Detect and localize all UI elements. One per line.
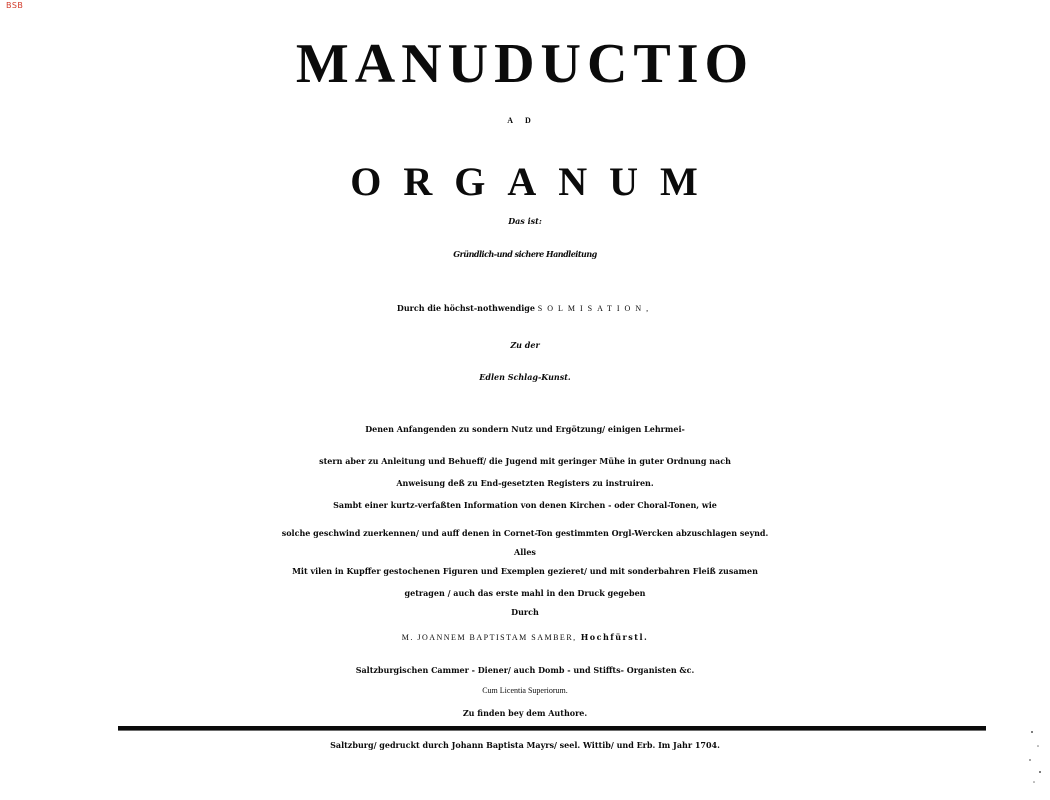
licence-line: Cum Licentia Superiorum. [482, 686, 568, 695]
body-durch: Durch [511, 607, 539, 617]
library-stamp: BSB [6, 1, 24, 10]
body-line-7: getragen / auch das erste mahl in den Druck gegeben [404, 588, 646, 598]
body-line-3: Anweisung deß zu End-gesetzten Registers zu instruiren. [396, 478, 654, 488]
body-line-6: Mit vilen in Kupffer gestochenen Figuren und Exemplen gezieret/ und mit sonderbahren Fleiß zusamen [292, 566, 758, 576]
imprint-line: Saltzburg/ gedruckt durch Johann Baptista Mayrs/ seel. Wittib/ und Erb. Im Jahr 1704. [330, 740, 720, 750]
body-alles: Alles [514, 547, 536, 557]
author-line [0, 616, 1050, 659]
body-line-1: Denen Anfangenden zu sondern Nutz und Ergötzung/ einigen Lehrmei- [365, 424, 685, 434]
body-line-5: solche geschwind zuerkennen/ und auff denen in Cornet-Ton gestimmten Orgl-Wercken abzuschlagen seynd. [281, 528, 769, 538]
author-name: M. JOANNEM BAPTISTAM SAMBER, [401, 633, 577, 642]
author-title: Hochfürstl. [580, 632, 649, 642]
das-ist: Das ist: [508, 216, 542, 226]
zu-der: Zu der [510, 340, 540, 350]
imprint-rule-thin [118, 730, 986, 731]
title-organum: ORGANUM [350, 159, 720, 204]
subtitle-handleitung: Gründlich-und sichere Handleitung [453, 249, 597, 259]
body-line-4: Sambt einer kurtz-verfaßten Information von denen Kirchen - oder Choral-Tonen, wie [333, 500, 717, 510]
solmisation-word: SOLMISATION, [537, 304, 654, 313]
durch-prefix: Durch die höchst-nothwendige [396, 303, 535, 313]
author-office: Saltzburgischen Cammer - Diener/ auch Domb - und Stiffts- Organisten &c. [355, 665, 695, 675]
body-line-2: stern aber zu Anleitung und Behueff/ die Jugend mit geringer Mühe in guter Ordnung nach [319, 456, 731, 466]
margin-specks [1026, 726, 1044, 786]
title-ad: AD [507, 116, 543, 125]
edlen-schlag-kunst: Edlen Schlag-Kunst. [479, 372, 571, 382]
subtitle-solmisation [0, 290, 1050, 327]
finden-line: Zu finden bey dem Authore. [462, 708, 588, 718]
title-manuductio: MANUDUCTIO [295, 33, 755, 95]
